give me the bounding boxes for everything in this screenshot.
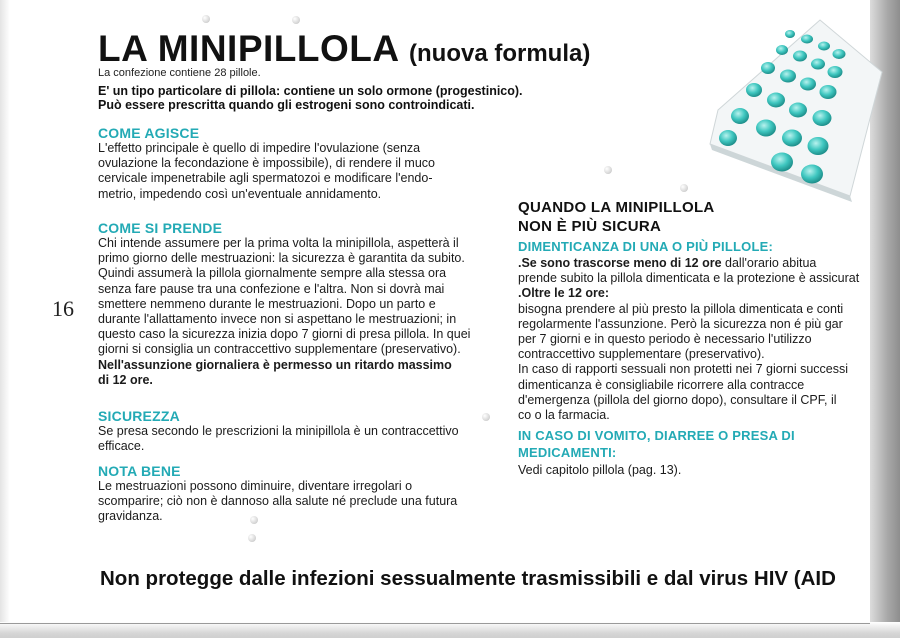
text-line: primo giorno delle mestruazioni: la sicurezza è garantita da subito. — [98, 251, 465, 266]
section-come-si-prende — [98, 220, 496, 388]
section-come-agisce — [98, 125, 496, 202]
item2-bold: .Oltre le 12 ore: — [518, 286, 610, 301]
text-line: bisogna prendere al più presto la pillola dimenticata e conti — [518, 301, 844, 316]
heading-line: IN CASO DI VOMITO, DIARREE O PRESA DI — [518, 428, 795, 444]
item1-rest: dall'orario abitua — [721, 256, 817, 270]
text-line: In caso di rapporti sessuali non protetti nei 7 giorni successi — [518, 362, 849, 377]
heading-quando — [518, 198, 878, 236]
decorative-dot — [604, 166, 612, 174]
text-line: scomparire; ciò non è dannoso alla salute né preclude una futura — [98, 494, 458, 509]
text-line: gravidanza. — [98, 509, 163, 524]
text-line: Se presa secondo le prescrizioni la minipillola è un contraccettivo — [98, 424, 459, 438]
text-line: d'emergenza (pillola del giorno dopo), consultare il CPF, il — [518, 392, 837, 407]
text-line-bold: Nell'assunzione giornaliera è permesso un ritardo massimo — [98, 357, 452, 372]
heading-come-si-prende: COME SI PRENDE — [98, 220, 223, 236]
text-line: giorni si consiglia un contraccettivo supplementare (preservativo). — [98, 342, 461, 357]
section-quando — [518, 198, 878, 478]
item-line — [518, 256, 878, 271]
heading-come-agisce: COME AGISCE — [98, 125, 200, 141]
heading-vomito — [518, 427, 878, 461]
come-agisce-text — [98, 141, 496, 202]
title-main: LA MINIPILLOLA — [98, 28, 399, 69]
heading-line: MEDICAMENTI: — [518, 445, 617, 461]
text-line: per 7 giorni e in questo periodo è necessario l'utilizzo — [518, 332, 812, 347]
page-left-shadow — [0, 0, 10, 638]
footer-warning: Non protegge dalle infezioni sessualmente trasmissibili e dal virus HIV (AID — [100, 567, 836, 590]
text-line: smettere nemmeno durante le mestruazioni. Dopo un parto e — [98, 296, 436, 311]
intro-line: E' un tipo particolare di pillola: contiene un solo ormone (progestinico). — [98, 84, 523, 98]
text-line: L'effetto principale è quello di impedire l'ovulazione (senza — [98, 141, 421, 155]
text-line: metrio, impedendo così un'eventuale annidamento. — [98, 186, 382, 201]
section-sicurezza — [98, 408, 496, 454]
text-line: Chi intende assumere per la prima volta la minipillola, aspetterà il — [98, 236, 459, 250]
text-line: ovulazione la fecondazione è impossibile), di rendere il muco — [98, 156, 435, 171]
text-line: cervicale impenetrabile agli spermatozoi e modificare l'endo- — [98, 171, 433, 186]
text-line-bold: di 12 ore. — [98, 372, 153, 387]
dimenticanza-text — [518, 256, 878, 423]
item1-bold: .Se sono trascorse meno di 12 ore — [518, 256, 722, 270]
heading-dimenticanza: DIMENTICANZA DI UNA O PIÙ PILLOLE: — [518, 239, 773, 254]
decorative-dot — [248, 534, 256, 542]
heading-line: NON È PIÙ SICURA — [518, 218, 662, 235]
page-number: 16 — [52, 296, 74, 321]
text-line: questo caso la sicurezza inizia dopo 7 giorni di presa pillola. In quei — [98, 327, 471, 342]
text-line: senza fare pause tra una confezione e l'altra. Non si dovrà mai — [98, 281, 445, 296]
decorative-dot — [680, 184, 688, 192]
heading-nota-bene: NOTA BENE — [98, 463, 181, 479]
nota-bene-text — [98, 479, 496, 525]
vomito-text: Vedi capitolo pillola (pag. 13). — [518, 463, 682, 478]
come-si-prende-text — [98, 236, 496, 388]
page-bottom-edge — [0, 622, 900, 638]
sicurezza-text — [98, 424, 496, 454]
text-line: Le mestruazioni possono diminuire, diventare irregolari o — [98, 479, 413, 493]
intro-line: Può essere prescritta quando gli estrogeni sono controindicati. — [98, 98, 475, 112]
text-line: Quindi assumerà la pillola giornalmente sempre alla stessa ora — [98, 266, 447, 281]
heading-line: QUANDO LA MINIPILLOLA — [518, 199, 715, 216]
page-title — [98, 28, 590, 70]
text-line: durante l'allattamento invece non si aspettano le mestruazioni; in — [98, 312, 457, 327]
page-bottom-line — [0, 623, 870, 624]
decorative-dot — [202, 15, 210, 23]
text-line: co o la farmacia. — [518, 408, 610, 423]
pill-blister-pack-icon — [700, 14, 890, 204]
heading-sicurezza: SICUREZZA — [98, 408, 180, 424]
text-line: prende subito la pillola dimenticata e la protezione è assicurat — [518, 271, 860, 286]
text-line: dimenticanza è consigliabile ricorrere alla contracce — [518, 377, 805, 392]
title-subtitle: (nuova formula) — [409, 40, 591, 67]
intro-paragraph — [98, 84, 618, 112]
package-note: La confezione contiene 28 pillole. — [98, 67, 261, 79]
text-line: efficace. — [98, 439, 145, 454]
section-nota-bene — [98, 463, 496, 525]
decorative-dot — [292, 16, 300, 24]
text-line: contraccettivo supplementare (preservativo). — [518, 347, 765, 362]
text-line: regolarmente l'assunzione. Però la sicurezza non é più gar — [518, 316, 843, 331]
